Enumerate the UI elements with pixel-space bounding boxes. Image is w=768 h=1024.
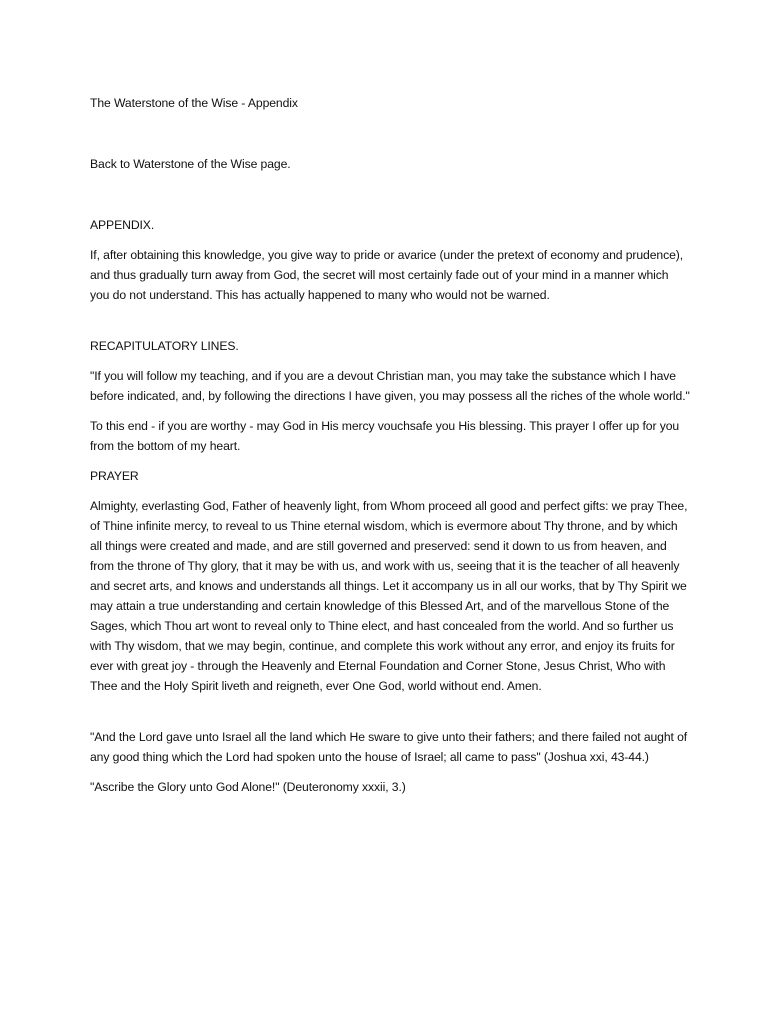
back-to-waterstone-link[interactable]: Back to Waterstone of the Wise page. — [90, 157, 291, 171]
appendix-heading: APPENDIX. — [90, 218, 155, 232]
recapitulatory-heading: RECAPITULATORY LINES. — [90, 339, 239, 353]
joshua-quote: "And the Lord gave unto Israel all the land which He sware to give unto their fathers; and there failed not aught of any good thing which the Lord had spoken unto the house of Israel; all came to pass" (Joshua xxi, 43-44.) — [90, 730, 688, 764]
appendix-paragraph: If, after obtaining this knowledge, you give way to pride or avarice (under the pretext of economy and prudence), and thus gradually turn away from God, the secret will most certainly fade out of your mind in a manner which you do not understand. This has actually happened to many who would not be warned. — [90, 248, 684, 302]
document-title: The Waterstone of the Wise - Appendix — [90, 96, 298, 110]
recapitulatory-quote: "If you will follow my teaching, and if you are a devout Christian man, you may take the substance which I have before indicated, and, by following the directions I have given, you may possess all the riches of the whole world." — [90, 369, 690, 403]
blessing-paragraph: To this end - if you are worthy - may God in His mercy vouchsafe you His blessing. This prayer I offer up for you from the bottom of my heart. — [90, 419, 680, 453]
deuteronomy-quote: "Ascribe the Glory unto God Alone!" (Deuteronomy xxxii, 3.) — [90, 780, 406, 794]
prayer-heading: PRAYER — [90, 469, 139, 483]
prayer-paragraph: Almighty, everlasting God, Father of heavenly light, from Whom proceed all good and perfect gifts: we pray Thee, of Thine infinite mercy, to reveal to us Thine eternal wisdom, which is evermore about Thy throne, and by which all things were created and made, and are still governed and preserved: send it down to us from heaven, and from the throne of Thy glory, that it may be with us, and work with us, seeing that it is the teacher of all heavenly and secret arts, and knows and understands all things. Let it accompany us in all our works, that by Thy Spirit we may attain a true understanding and certain knowledge of this Blessed Art, and of the marvellous Stone of the Sages, which Thou art wont to reveal only to Thine elect, and hast concealed from the world. And so further us with Thy wisdom, that we may begin, continue, and complete this work without any error, and enjoy its fruits for ever with great joy - through the Heavenly and Eternal Foundation and Corner Stone, Jesus Christ, Who with Thee and the Holy Spirit liveth and reigneth, ever One God, world without end. Amen. — [90, 499, 688, 693]
back-link-paragraph — [90, 154, 690, 174]
document-body — [90, 93, 690, 807]
